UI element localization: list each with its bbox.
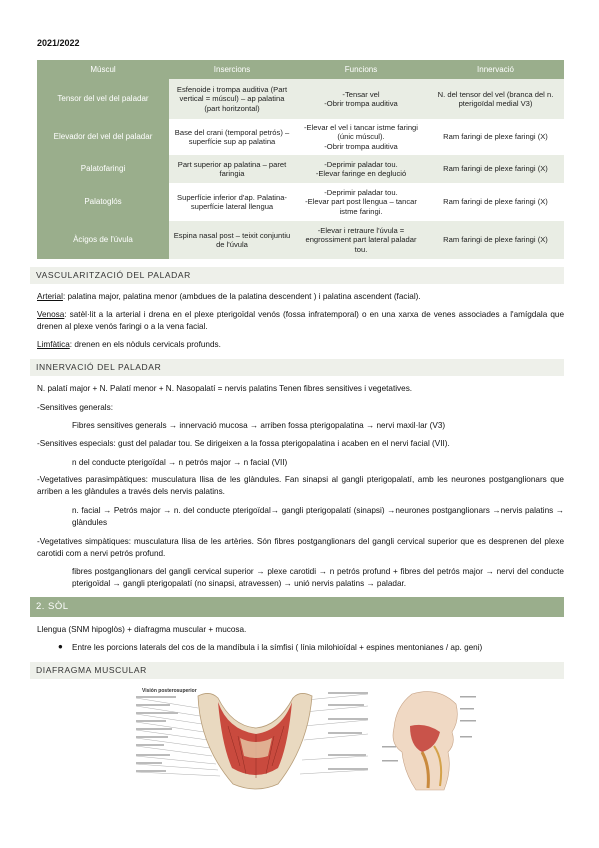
table-row [37, 221, 564, 259]
function-cell: -Deprimir paladar tou. -Elevar part post llengua – tancar istme faringi. [295, 183, 427, 221]
floor-paragraph-1: Llengua (SNM hipoglòs) + diafragma muscular + mucosa. [37, 625, 247, 634]
muscle-name: Tensor del vel del paladar [37, 79, 169, 119]
function-cell: -Elevar el vel i tancar istme faringi (únic múscul). -Obrir trompa auditiva [295, 119, 427, 155]
section-heading-floor: 2. SÒL [30, 597, 564, 617]
col-header-muscle: Múscul [37, 60, 169, 79]
inn-paragraph-7: n. facial → Petrós major → n. del conducte pterigoïdal→ gangli pterigopalatí (sinapsi) →neurones postganglionars →nervis palatins → glàndules [72, 506, 564, 527]
academic-year: 2021/2022 [37, 38, 80, 48]
muscle-name: Elevador del vel del paladar [37, 119, 169, 155]
text-arterial: : palatina major, palatina menor (ambdues de la palatina descendent ) i palatina ascendent (facial). [62, 292, 421, 301]
function-cell: -Tensar vel -Obrir trompa auditiva [295, 79, 427, 119]
insertion-cell: Base del crani (temporal petrós) – superfície sup ap palatina [169, 119, 295, 155]
innervation-cell: Ram faringi de plexe faringi (X) [427, 119, 564, 155]
insertion-cell: Esfenoide i trompa auditiva (Part vertical = múscul) – ap palatina (part horitzontal) [169, 79, 295, 119]
anatomy-figure-posterosuperior [128, 686, 380, 796]
insertion-cell: Part superior ap palatina – paret faringia [169, 155, 295, 183]
table-row [37, 119, 564, 155]
paragraph-arterial [37, 291, 564, 303]
inn-paragraph-4: -Sensitives especials: gust del paladar tou. Se dirigeixen a la fossa pterigopalatina i acaben en el nervi facial (VII). [37, 439, 450, 448]
col-header-insertions: Insercions [169, 60, 295, 79]
inn-paragraph-6: -Vegetatives parasimpàtiques: musculatura llisa de les glàndules. Fan sinapsi al gangli pterigopalatí, amb les neurones postganglionars que arriben a les glàndules a través dels nervis palatins. [37, 475, 564, 496]
muscle-name: Palatoglós [37, 183, 169, 221]
floor-bullet-text: Entre les porcions laterals del cos de la mandíbula i la símfisi ( línia milohioïdal + espines mentonianes / ap. geni) [72, 643, 483, 652]
section-heading-vascularization: VASCULARITZACIÓ DEL PALADAR [30, 267, 564, 284]
function-cell: -Deprimir paladar tou. -Elevar faringe en deglució [295, 155, 427, 183]
inn-paragraph-3: Fibres sensitives generals → innervació mucosa → arriben fossa pterigopalatina → nervi maxil·lar (V3) [72, 421, 446, 430]
innervation-cell: Ram faringi de plexe faringi (X) [427, 221, 564, 259]
innervation-cell: Ram faringi de plexe faringi (X) [427, 183, 564, 221]
col-header-functions: Funcions [295, 60, 427, 79]
label-arterial: Arterial [37, 292, 63, 301]
text-venous: : satèl·lit a la arterial i drena en el plexe pterigoïdal venós (fossa infratemporal) o en una xarxa de venes associades a l'amígdala que drenen al plexe venós faringi o a la vena facial. [37, 310, 564, 331]
label-lymphatic: Limfàtica [37, 340, 70, 349]
mandible-floor-illustration [128, 686, 380, 796]
inn-paragraph-1: N. palatí major + N. Palatí menor + N. Nasopalatí = nervis palatins Tenen fibres sensitives i vegetatives. [37, 384, 413, 393]
text-lymphatic: : drenen en els nòduls cervicals profunds. [69, 340, 221, 349]
figure-title: Visión posterosuperior [142, 688, 197, 694]
insertion-cell: Espina nasal post – teixit conjuntiu de l'úvula [169, 221, 295, 259]
bullet-icon: ● [58, 642, 63, 651]
table-header-row [37, 60, 564, 79]
section-heading-innervation: INNERVACIÓ DEL PALADAR [30, 359, 564, 376]
inn-paragraph-8: -Vegetatives simpàtiques: musculatura llisa de les artèries. Són fibres postganglionars del gangli cervical superior que es desprenen del plexe carotidi com a nervi petrós profund. [37, 537, 564, 558]
inn-paragraph-5: n del conducte pterigoïdal → n petrós major → n facial (VII) [72, 458, 288, 467]
anatomy-figure-lateral [382, 686, 478, 796]
table-row [37, 183, 564, 221]
table-row [37, 155, 564, 183]
function-cell: -Elevar i retraure l'úvula = engrossiment part lateral paladar tou. [295, 221, 427, 259]
table-row [37, 79, 564, 119]
paragraph-lymphatic [37, 339, 564, 351]
muscle-name: Àcigos de l'úvula [37, 221, 169, 259]
innervation-cell: Ram faringi de plexe faringi (X) [427, 155, 564, 183]
section-heading-diaphragm: DIAFRAGMA MUSCULAR [30, 662, 564, 679]
inn-paragraph-9: fibres postganglionars del gangli cervical superior → plexe carotidi → n petrós profund + fibres del petrós major → nervi del conducte pterigoïdal → gangli pterigopalatí (no sinapsi, atravessen) → unió nervis palatins → paladar. [72, 567, 564, 588]
innervation-cell: N. del tensor del vel (branca del n. pterigoïdal medial V3) [427, 79, 564, 119]
muscle-name: Palatofaringi [37, 155, 169, 183]
muscle-table [37, 60, 564, 259]
paragraph-venous [37, 309, 564, 333]
inn-paragraph-2: -Sensitives generals: [37, 403, 113, 412]
label-venous: Venosa [37, 310, 65, 319]
col-header-innervation: Innervació [427, 60, 564, 79]
insertion-cell: Superfície inferior d'ap. Palatina- superfície lateral llengua [169, 183, 295, 221]
head-neck-lateral-illustration [382, 686, 478, 796]
